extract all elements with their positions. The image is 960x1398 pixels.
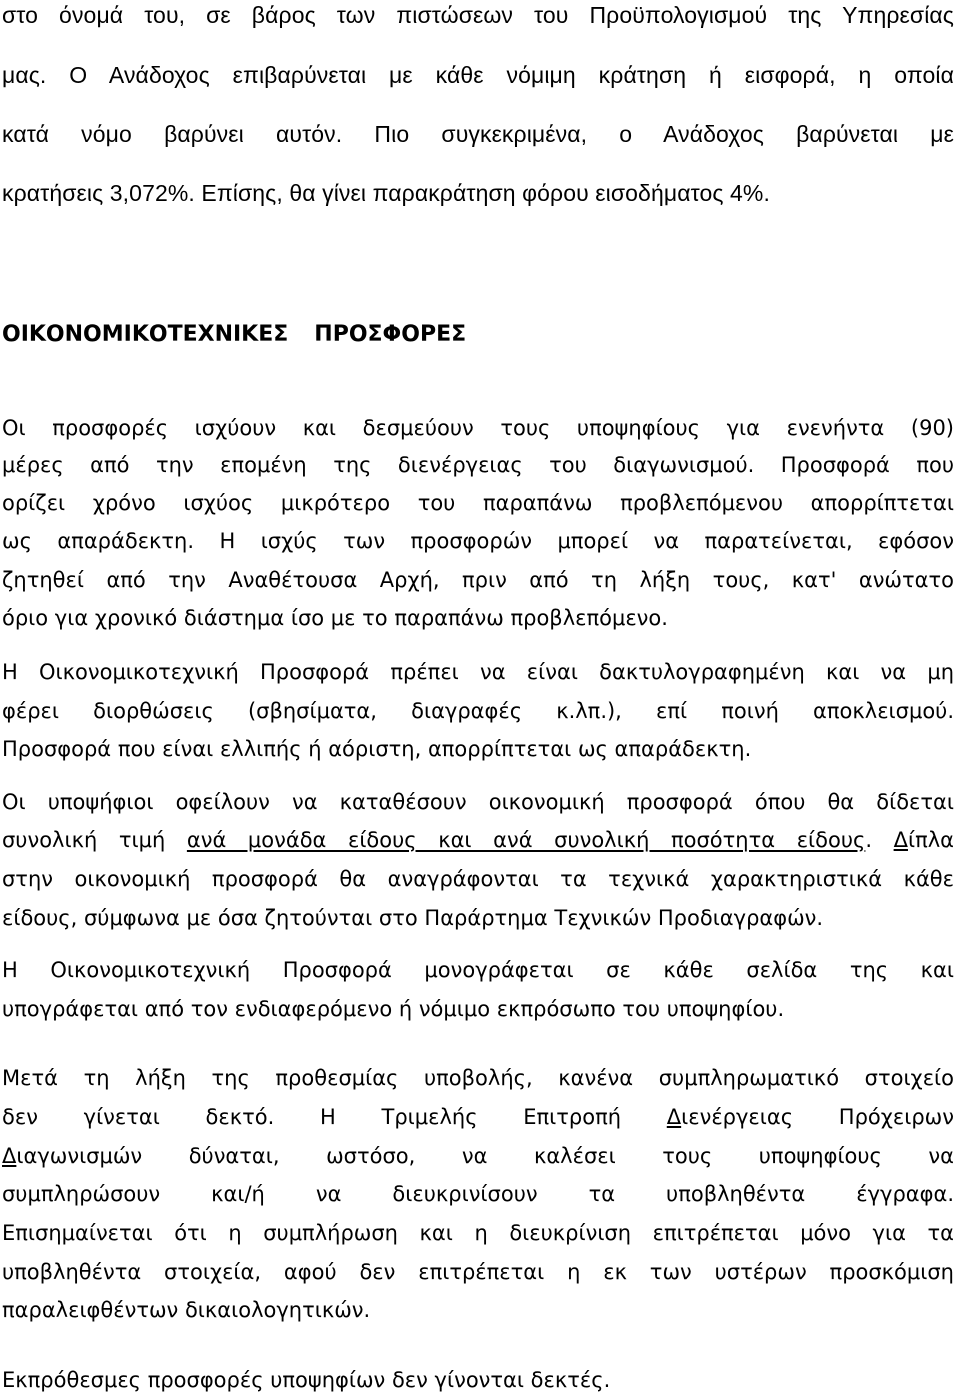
- text-line: Οι προσφορές ισχύουν και δεσμεύουν τους υποψηφίους για ενενήντα (90): [2, 416, 954, 440]
- text-line: υπογράφεται από τον ενδιαφερόμενο ή νόμιμο εκπρόσωπο του υποψηφίου.: [2, 997, 785, 1021]
- text-line: κρατήσεις 3,072%. Επίσης, θα γίνει παρακράτηση φόρου εισοδήματος 4%.: [2, 180, 770, 206]
- text-span: ίπλα: [907, 828, 955, 852]
- text-line: [2, 827, 954, 853]
- text-line: ως απαράδεκτη. Η ισχύς των προσφορών μπορεί να παρατείνεται, εφόσον: [2, 529, 954, 553]
- heading-word: ΠΡΟΣΦΟΡΕΣ: [314, 322, 467, 347]
- underlined-letter: Δ: [893, 828, 908, 852]
- text-line: [2, 1104, 954, 1130]
- text-line: φέρει διορθώσεις (σβησίματα, διαγραφές κ.λπ.), επί ποινή αποκλεισμού.: [2, 699, 954, 723]
- text-line: Οι υποψήφιοι οφείλουν να καταθέσουν οικονομική προσφορά όπου θα δίδεται: [2, 790, 954, 814]
- text-line: είδους, σύμφωνα με όσα ζητούνται στο Παράρτημα Τεχνικών Προδιαγραφών.: [2, 906, 824, 930]
- text-line: [2, 1143, 954, 1169]
- text-line: στο όνομά του, σε βάρος των πιστώσεων του Προϋπολογισμού της Υπηρεσίας: [2, 2, 954, 28]
- text-line: Η Οικονομικοτεχνική Προσφορά μονογράφεται σε κάθε σελίδα της και: [2, 958, 954, 982]
- text-line: Προσφορά που είναι ελλιπής ή αόριστη, απορρίπτεται ως απαράδεκτη.: [2, 737, 752, 761]
- text-span: συνολική τιμή: [2, 828, 187, 852]
- underlined-text: ανά μονάδα είδους και ανά συνολική ποσότητα είδους: [186, 828, 866, 852]
- text-line: ορίζει χρόνο ισχύος μικρότερο του παραπάνω προβλεπόμενου απορρίπτεται: [2, 491, 954, 515]
- text-span: .: [865, 828, 894, 852]
- text-line: μας. Ο Ανάδοχος επιβαρύνεται με κάθε νόμιμη κράτηση ή εισφορά, η οποία: [2, 62, 954, 88]
- text-line: στην οικονομική προσφορά θα αναγράφονται τα τεχνικά χαρακτηριστικά κάθε: [2, 867, 954, 891]
- text-line: μέρες από την επομένη της διενέργειας του διαγωνισμού. Προσφορά που: [2, 453, 954, 477]
- text-line: κατά νόμο βαρύνει αυτόν. Πιο συγκεκριμένα, ο Ανάδοχος βαρύνεται με: [2, 121, 954, 147]
- text-line: Η Οικονομικοτεχνική Προσφορά πρέπει να είναι δακτυλογραφημένη και να μη: [2, 660, 954, 684]
- section-heading: [2, 320, 466, 350]
- heading-word: ΟΙΚΟΝΟΜΙΚΟΤΕΧΝΙΚΕΣ: [2, 322, 289, 347]
- text-line: Εκπρόθεσμες προσφορές υποψηφίων δεν γίνονται δεκτές.: [2, 1368, 611, 1392]
- text-line: ζητηθεί από την Αναθέτουσα Αρχή, πριν από τη λήξη τους, κατ' ανώτατο: [2, 568, 954, 592]
- text-span: δεν γίνεται δεκτό. Η Τριμελής Επιτροπή: [2, 1105, 667, 1129]
- underlined-letter: Δ: [666, 1105, 682, 1129]
- text-line: όριο για χρονικό διάστημα ίσο με το παραπάνω προβλεπόμενο.: [2, 606, 668, 630]
- underlined-letter: Δ: [2, 1144, 17, 1168]
- text-line: παραλειφθέντων δικαιολογητικών.: [2, 1298, 371, 1322]
- text-line: Μετά τη λήξη της προθεσμίας υποβολής, κανένα συμπληρωματικό στοιχείο: [2, 1066, 954, 1090]
- text-line: υποβληθέντα στοιχεία, αφού δεν επιτρέπεται η εκ των υστέρων προσκόμιση: [2, 1260, 954, 1284]
- text-span: ιενέργειας Πρόχειρων: [681, 1105, 954, 1129]
- text-line: συμπληρώσουν και/ή να διευκρινίσουν τα υποβληθέντα έγγραφα.: [2, 1182, 954, 1206]
- text-span: ιαγωνισμών δύναται, ωστόσο, να καλέσει τους υποψηφίους να: [16, 1144, 954, 1168]
- text-line: Επισημαίνεται ότι η συμπλήρωση και η διευκρίνιση επιτρέπεται μόνο για τα: [2, 1221, 954, 1245]
